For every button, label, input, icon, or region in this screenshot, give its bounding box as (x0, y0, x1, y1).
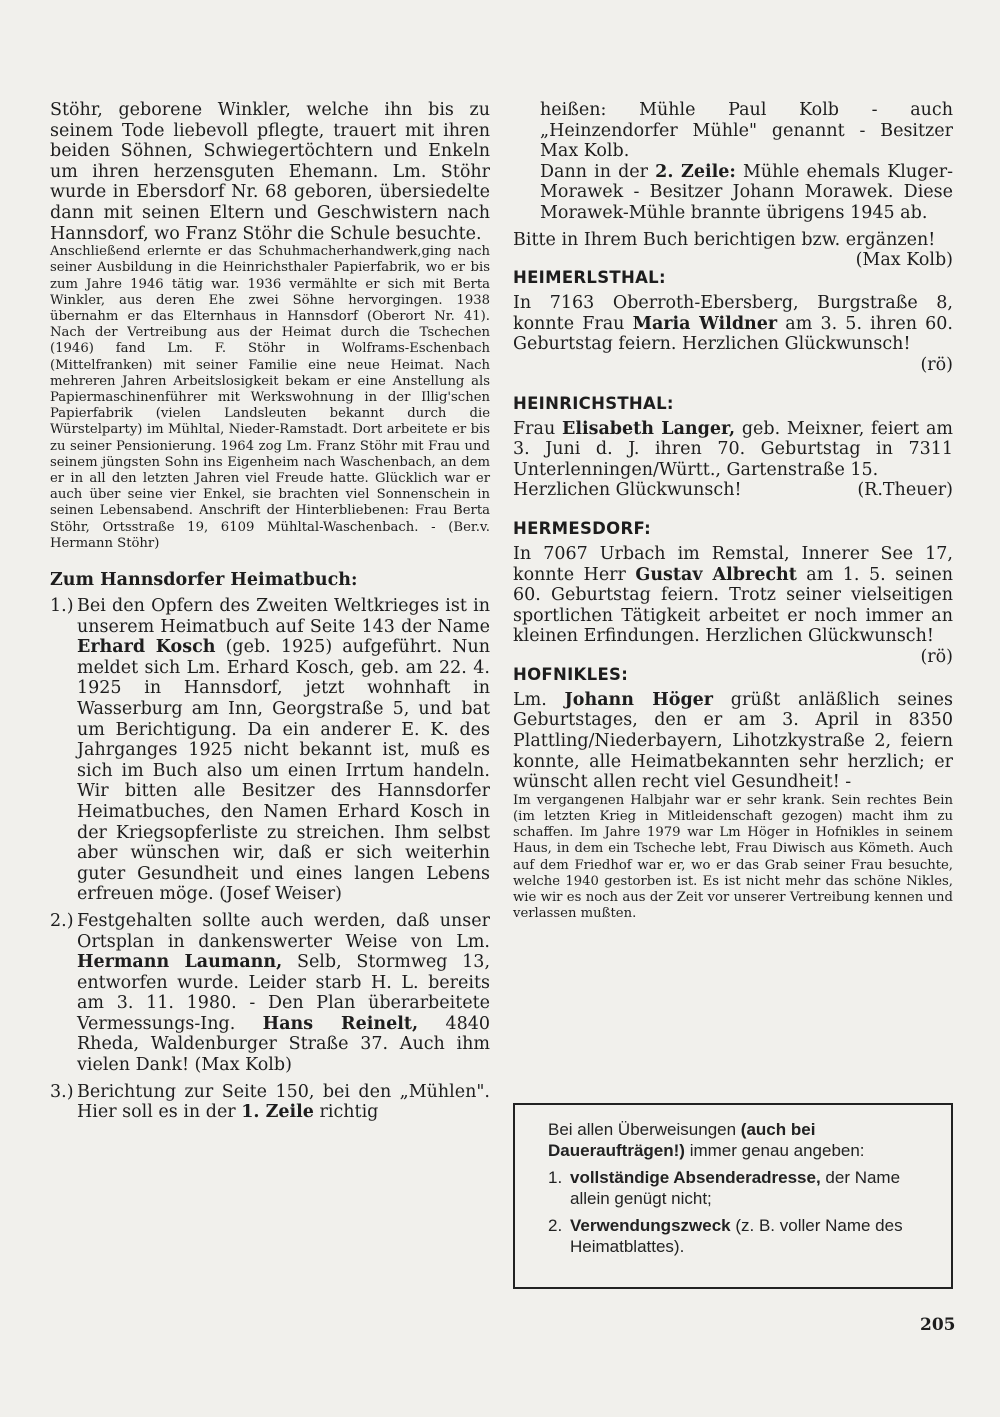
right-column (513, 100, 953, 922)
notice-item-1: 1. vollständige Absenderadresse, der Name allein genügt nicht; (548, 1168, 901, 1208)
heading-hofnikles: HOFNIKLES: (513, 664, 629, 684)
list-item-1: 1.) Bei den Opfern des Zweiten Weltkrieges ist in unserem Heimatbuch auf Seite 143 der Name Erhard Kosch (geb. 1925) aufgeführt. Nun meldet sich Lm. Erhard Kosch, geb. am 22. 4. 1925 in Hannsdorf, jetzt wohnhaft in Wasserburg am Inn, Georgstraße 5, und bat um Berichtigung. Da ein anderer E. K. des Jahrganges 1925 nicht bekannt ist, muß es sich im Buch also um einen Irrtum handeln. Wir bitten alle Besitzer des Hannsdorfer Heimatbuches, den Namen Erhard Kosch in der Kriegsopferliste zu streichen. Ihm selbst aber wünschen wir, daß er sich weiterhin guter Gesundheit und eines langen Lebens erfreuen möge. (Josef Weiser) (50, 596, 490, 905)
name-erhard-kosch: Erhard Kosch (77, 637, 216, 658)
payment-notice-box (513, 1103, 953, 1289)
page-number: 205 (920, 1315, 956, 1335)
entry-hermesdorf: In 7067 Urbach im Remstal, Innerer See 17, konnte Herr Gustav Albrecht am 1. 5. seinen 60. Geburtstag feiern. Trotz seiner vielseitigen sportlichen Tätigkeit arbeitet er noch immer an kleinen Erfindungen. Herzlichen Glückwunsch! (rö) (513, 543, 953, 667)
name-hermann-laumann: Hermann Laumann, (77, 952, 283, 973)
entry-heinrichsthal: Frau Elisabeth Langer, geb. Meixner, feiert am 3. Juni d. J. ihren 70. Geburtstag in 7311 Unterlenningen/Württ., Gartenstraße 15. (513, 418, 954, 480)
correction-request: Bitte in Ihrem Buch berichtigen bzw. ergänzen! (Max Kolb) (513, 229, 953, 271)
heading-heinrichsthal: HEINRICHSTHAL: (513, 393, 674, 413)
continuation-text: heißen: Mühle Paul Kolb - auch „Heinzendorfer Mühle" genannt - Besitzer Max Kolb. (540, 100, 953, 162)
name-hans-reinelt: Hans Reinelt, (262, 1013, 419, 1034)
list-item-2: 2.) Festgehalten sollte auch werden, daß unser Ortsplan in dankenswerter Weise von Lm. Hermann Laumann, Selb, Stormweg 13, entworfen wurde. Leider starb H. L. bereits am 3. 11. 1980. - Den Plan überarbeitete Vermessungs-Ing. Hans Reinelt, 4840 Rheda, Waldenburger Straße 37. Auch ihm vielen Dank! (Max Kolb) (50, 910, 491, 1076)
list-item-3: 3.) Berichtung zur Seite 150, bei den „Mühlen". Hier soll es in der 1. Zeile richtig (50, 1081, 490, 1123)
section-heading-heimatbuch: Zum Hannsdorfer Heimatbuch: (50, 570, 358, 591)
entry-hofnikles-detail: Im vergangenen Halbjahr war er sehr krank. Sein rechtes Bein (im letzten Krieg in Mitleidenschaft gezogen) macht ihm zu schaffen. Im Jahre 1979 war Lm Höger in Hofnikles in seinem Haus, in dem ein Tscheche lebt, Frau Diwisch aus Kömeth. Auch auf dem Friedhof war er, wo er das Grab seiner Frau besuchte, welche 1940 gestorben ist. Es ist nicht mehr das schöne Nikles, wie wir es noch aus der Zeit vor unserer Vertreibung kennen und verlassen mußten. (513, 792, 953, 922)
notice-item-2: 2. Verwendungszweck (z. B. voller Name des Heimatblattes). (548, 1216, 903, 1256)
heading-hermesdorf: HERMESDORF: (513, 518, 652, 538)
left-column (50, 100, 490, 1123)
greeting-row: Herzlichen Glückwunsch! (R.Theuer) (513, 480, 953, 501)
continuation-text-2: Dann in der 2. Zeile: Mühle ehemals Kluger-Morawek - Besitzer Johann Morawek. Diese Morawek-Mühle brannte übrigens 1945 ab. (540, 161, 953, 223)
obituary-intro: Stöhr, geborene Winkler, welche ihn bis zu seinem Tode liebevoll pflegte, trauert mit ihren beiden Söhnen, Schwiegertöchtern und Enkeln um ihren herzensguten Ehemann. Lm. Stöhr wurde in Ebersdorf Nr. 68 geboren, übersiedelte dann mit seinen Eltern und Geschwistern nach Hannsdorf, wo Franz Stöhr die Schule besuchte. (50, 100, 490, 244)
heading-heimerlsthal: HEIMERLSTHAL: (513, 268, 666, 288)
signature: (rö) (920, 354, 953, 375)
notice-intro: Bei allen Überweisungen (auch bei Daueraufträgen!) immer genau angeben: (548, 1120, 865, 1160)
entry-heimerlsthal: In 7163 Oberroth-Ebersberg, Burgstraße 8, konnte Frau Maria Wildner am 3. 5. ihren 60. Geburtstag feiern. Herzlichen Glückwunsch! (513, 293, 953, 355)
obituary-body: Anschließend erlernte er das Schuhmacherhandwerk,ging nach seiner Ausbildung in die Heinrichsthaler Papierfabrik, wo er bis zum Jahre 1946 tätig war. 1936 vermählte er sich mit Berta Winkler, aus deren Ehe zwei Söhne hervorgingen. 1938 übernahm er das Elternhaus in Hannsdorf (Oberort Nr. 41). Nach der Vertreibung aus der Heimat durch die Tschechen (1946) fand Lm. F. Stöhr in Wolframs-Eschenbach (Mittelfranken) mit seiner Familie eine neue Heimat. Nach mehreren Jahren Arbeitslosigkeit bekam er eine Anstellung als Papiermaschinenführer mit Werkswohnung in der Illig'schen Papierfabrik (vielen Landsleuten bekannt durch die Würstelparty) im Mühltal, Nieder-Ramstadt. Dort arbeitete er bis zu seiner Pensionierung. 1964 zog Lm. Franz Stöhr mit Frau und seinem jüngsten Sohn ins Eigenheim nach Waschenbach, an dem er in all den letzten Jahren viel Freude hatte. Glücklich war er auch über seine vier Enkel, sie brachten viel Sonnenschein in seinen Lebensabend. Anschrift der Hinterbliebenen: Frau Berta Stöhr, Ortsstraße 19, 6109 Mühltal-Waschenbach. - (Ber.v. Hermann Stöhr) (50, 244, 490, 551)
entry-hofnikles: Lm. Johann Höger grüßt anläßlich seines Geburtstages, den er am 3. April in 8350 Plattling/Niederbayern, Lihotzkystraße 2, feiern konnte, alle Heimatbekannten sehr herzlich; er wünscht allen recht viel Gesundheit! - (513, 689, 953, 793)
